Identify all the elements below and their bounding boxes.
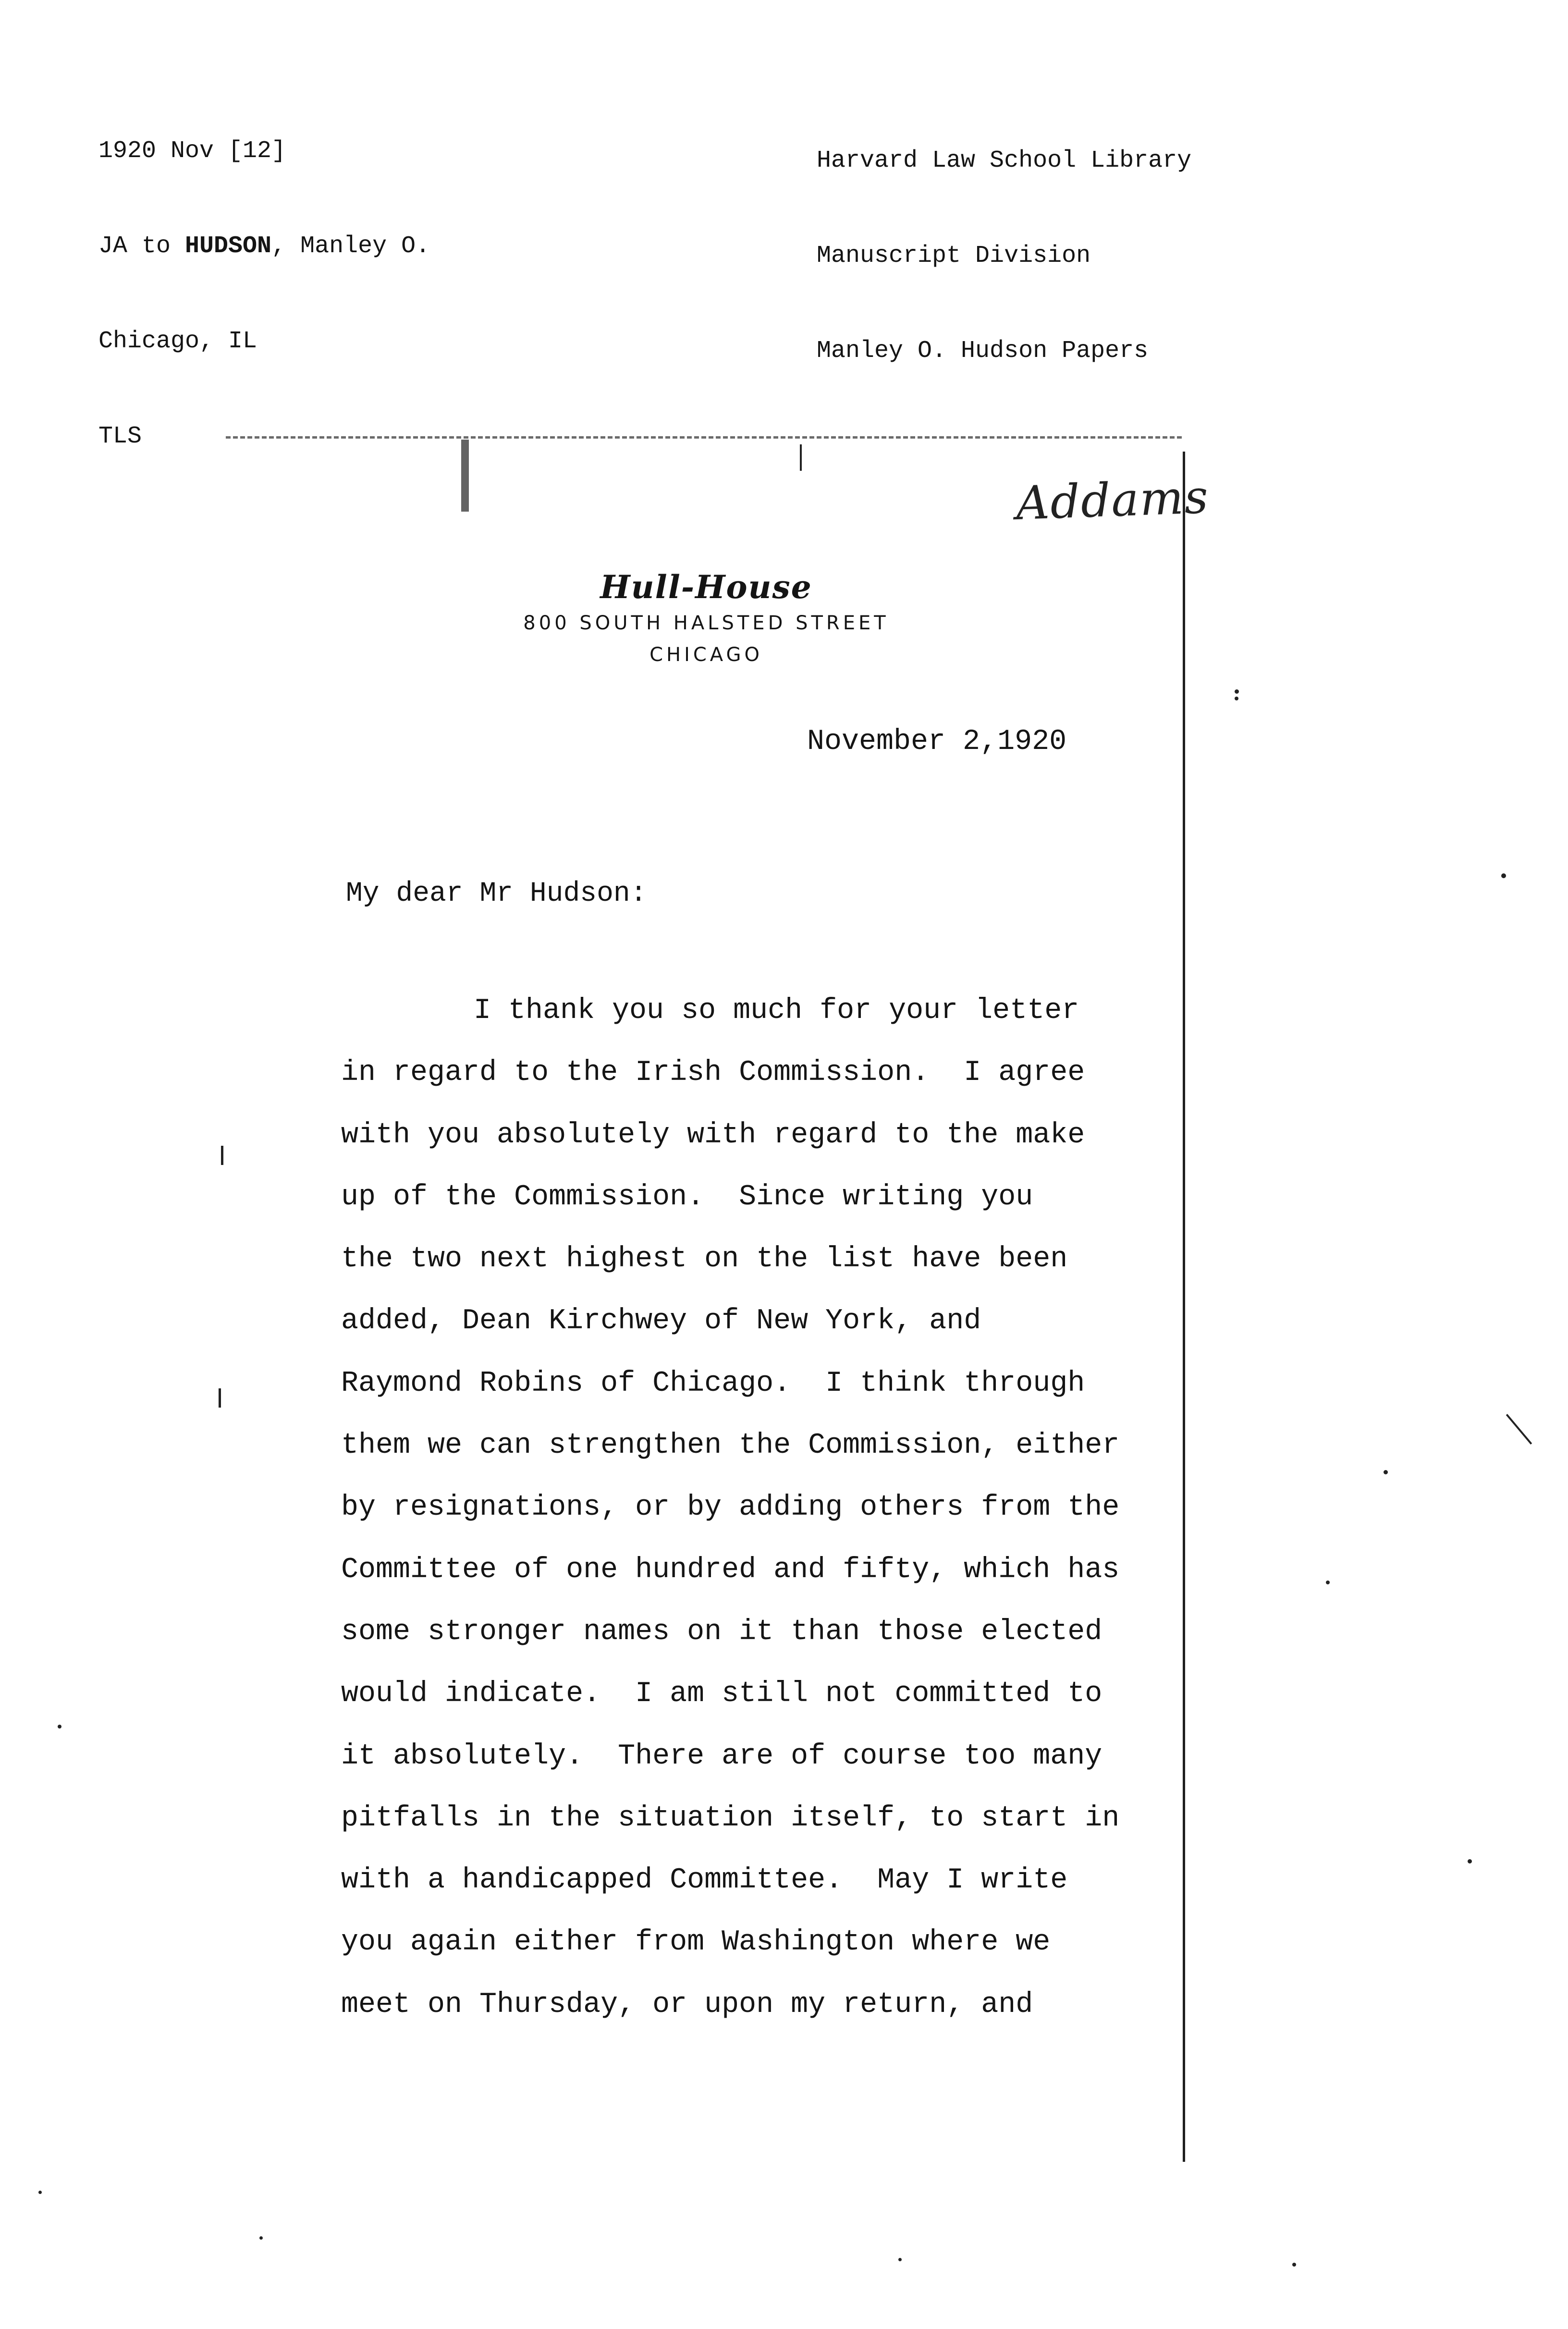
salutation: My dear Mr Hudson: [346,878,647,909]
body-line: by resignations, or by adding others from the [341,1491,1120,1524]
letter-body [341,980,1167,2036]
scan-speck [58,1725,61,1728]
catalog-recipient-rest: , Manley O. [271,233,430,260]
repository-division: Manuscript Division [817,242,1091,270]
catalog-place: Chicago, IL [98,328,257,355]
body-line: pitfalls in the situation itself, to start in [341,1802,1120,1835]
scan-speck [1326,1581,1330,1584]
scan-mark [219,1388,221,1408]
catalog-date: 1920 Nov [12] [98,137,286,165]
body-line: added, Dean Kirchwey of New York, and [341,1305,981,1338]
scan-speck [259,2236,263,2240]
body-line: with you absolutely with regard to the make [341,1118,1085,1152]
repository-collection: Manley O. Hudson Papers [817,337,1149,365]
letter-sheet-top-edge [226,436,1182,439]
scan-speck [1501,873,1506,878]
scan-mark [800,444,802,471]
body-line: it absolutely. There are of course too many [341,1740,1102,1773]
letterhead-city: CHICAGO [649,644,763,666]
scan-speck [38,2191,42,2194]
catalog-citation [98,72,430,516]
catalog-author-prefix: JA to [98,233,185,260]
body-line: some stronger names on it than those elected [341,1615,1102,1648]
catalog-repository [817,82,1191,430]
body-line: would indicate. I am still not committed to [341,1678,1102,1711]
scan-speck [898,2258,902,2261]
scan-mark [221,1146,223,1165]
body-line: you again either from Washington where we [341,1926,1051,1959]
repository-library: Harvard Law School Library [817,147,1192,174]
scan-mark [1506,1414,1532,1445]
scan-speck [1468,1859,1472,1863]
body-line: with a handicapped Committee. May I write [341,1864,1068,1897]
catalog-format: TLS [98,423,142,450]
body-line: the two next highest on the list have been [341,1243,1068,1276]
scan-speck [1384,1470,1388,1474]
letter-sheet-right-edge [1183,452,1185,2162]
body-line: Committee of one hundred and fifty, which has [341,1553,1120,1586]
handwritten-annotation: Addams [1015,470,1210,530]
scan-speck [1292,2263,1296,2267]
catalog-recipient-surname: HUDSON [185,233,272,260]
body-line: meet on Thursday, or upon my return, and [341,1988,1033,2021]
letterhead-street: 800 SOUTH HALSTED STREET [523,612,889,634]
body-line: I thank you so much for your letter [474,994,1079,1027]
scan-speck [1235,689,1239,694]
scan-mark [461,440,469,512]
letterhead-name: Hull-House [600,568,812,606]
scan-speck [1235,697,1238,700]
letter-date: November 2,1920 [807,725,1067,758]
body-line: in regard to the Irish Commission. I agree [341,1056,1085,1090]
body-line: them we can strengthen the Commission, either [341,1429,1120,1462]
letterhead [480,567,932,671]
body-line: Raymond Robins of Chicago. I think through [341,1367,1085,1400]
catalog-correspondents [98,231,430,262]
body-line: up of the Commission. Since writing you [341,1180,1033,1214]
